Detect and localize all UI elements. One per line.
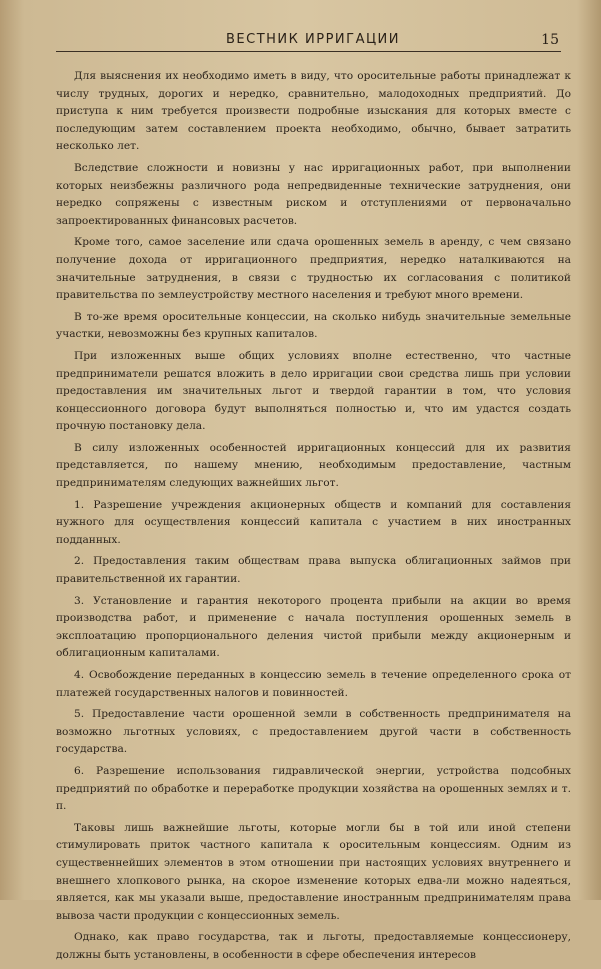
article-body bbox=[56, 68, 571, 969]
paragraph: Таковы лишь важнейшие льготы, которые могли бы в той или иной степени стимулировать приток частного капитала к оросительным концессиям. Одним из существеннейших элементов в этом отношении при настоящих условиях внутреннего и внешнего хлопкового рынка, на скорое изменение которых едва-ли можно надеяться, является, как мы указали выше, предоставление иностранным предпринимателям права вывоза части продукции с концессионных земель. bbox=[56, 821, 571, 922]
list-item: 3. Установление и гарантия некоторого процента прибыли на акции во время производства работ, и применение с начала поступления орошенных земель в эксплоатацию пропорционального деления чистой прибыли между акционерным и облигационным капиталами. bbox=[56, 594, 571, 660]
list-item: 5. Предоставление части орошенной земли в собственность предпринимателя на возможно льготных условиях, с предоставлением другой части в собственность государства. bbox=[56, 708, 571, 756]
paragraph: Вследствие сложности и новизны у нас ирригационных работ, при выполнении которых неизбежны различного рода непредвиденные технические затруднения, они нередко сопряжены с известным риском и отступлениями от первоначально запроектированных финансовых расчетов. bbox=[56, 161, 571, 227]
header-rule bbox=[56, 51, 561, 52]
paragraph: Однако, как право государства, так и льготы, предоставляемые концессионеру, должны быть установлены, в особенности в сфере обеспечения интересов bbox=[56, 931, 571, 961]
paragraph: Кроме того, самое заселение или сдача орошенных земель в аренду, с чем связано получение дохода от ирригационного предприятия, нередко наталкиваются на значительные затруднения, в связи с трудностью их согласования с политикой правительства по землеустройству местного населения и требуют много времени. bbox=[56, 236, 571, 302]
paragraph: При изложенных выше общих условиях вполне естественно, что частные предприниматели решатся вложить в дело ирригации свои средства лишь при условии предоставления им значительных льгот и твердой гарантии в том, что условия концессионного договора будут выполняться полностью и, что им удастся создать прочную постановку дела. bbox=[56, 349, 571, 433]
running-header bbox=[56, 30, 561, 54]
paragraph: В то-же время оросительные концессии, на сколько нибудь значительные земельные участки, невозможны без крупных капиталов. bbox=[56, 310, 571, 341]
list-item: 6. Разрешение использования гидравлической энергии, устройства подсобных предприятий по обработке и переработке продукции хозяйства на орошенных землях и т. п. bbox=[56, 764, 571, 813]
list-item: 2. Предоставления таким обществам права выпуска облигационных займов при правительственной их гарантии. bbox=[56, 555, 571, 586]
page-number: 15 bbox=[541, 32, 559, 48]
paragraph: Для выяснения их необходимо иметь в виду, что оросительные работы принадлежат к числу трудных, дорогих и нередко, сравнительно, малодоходных предприятий. До приступа к ним требуется произвести подробные изыскания для которых вместе с последующим затем составлением проекта необходимо, обычно, бывает затратить несколько лет. bbox=[56, 70, 571, 153]
list-item: 4. Освобождение переданных в концессию земель в течение определенного срока от платежей государственных налогов и повинностей. bbox=[56, 669, 571, 699]
journal-title: ВЕСТНИК ИРРИГАЦИИ bbox=[226, 32, 401, 47]
list-item: 1. Разрешение учреждения акционерных обществ и компаний для составления нужного для осуществления концессий капитала с участием в них иностранных подданных. bbox=[56, 498, 571, 546]
paragraph: В силу изложенных особенностей ирригационных концессий для их развития представляется, по нашему мнению, необходимым предоставление, частным предпринимателям следующих важнейших льгот. bbox=[56, 441, 571, 490]
